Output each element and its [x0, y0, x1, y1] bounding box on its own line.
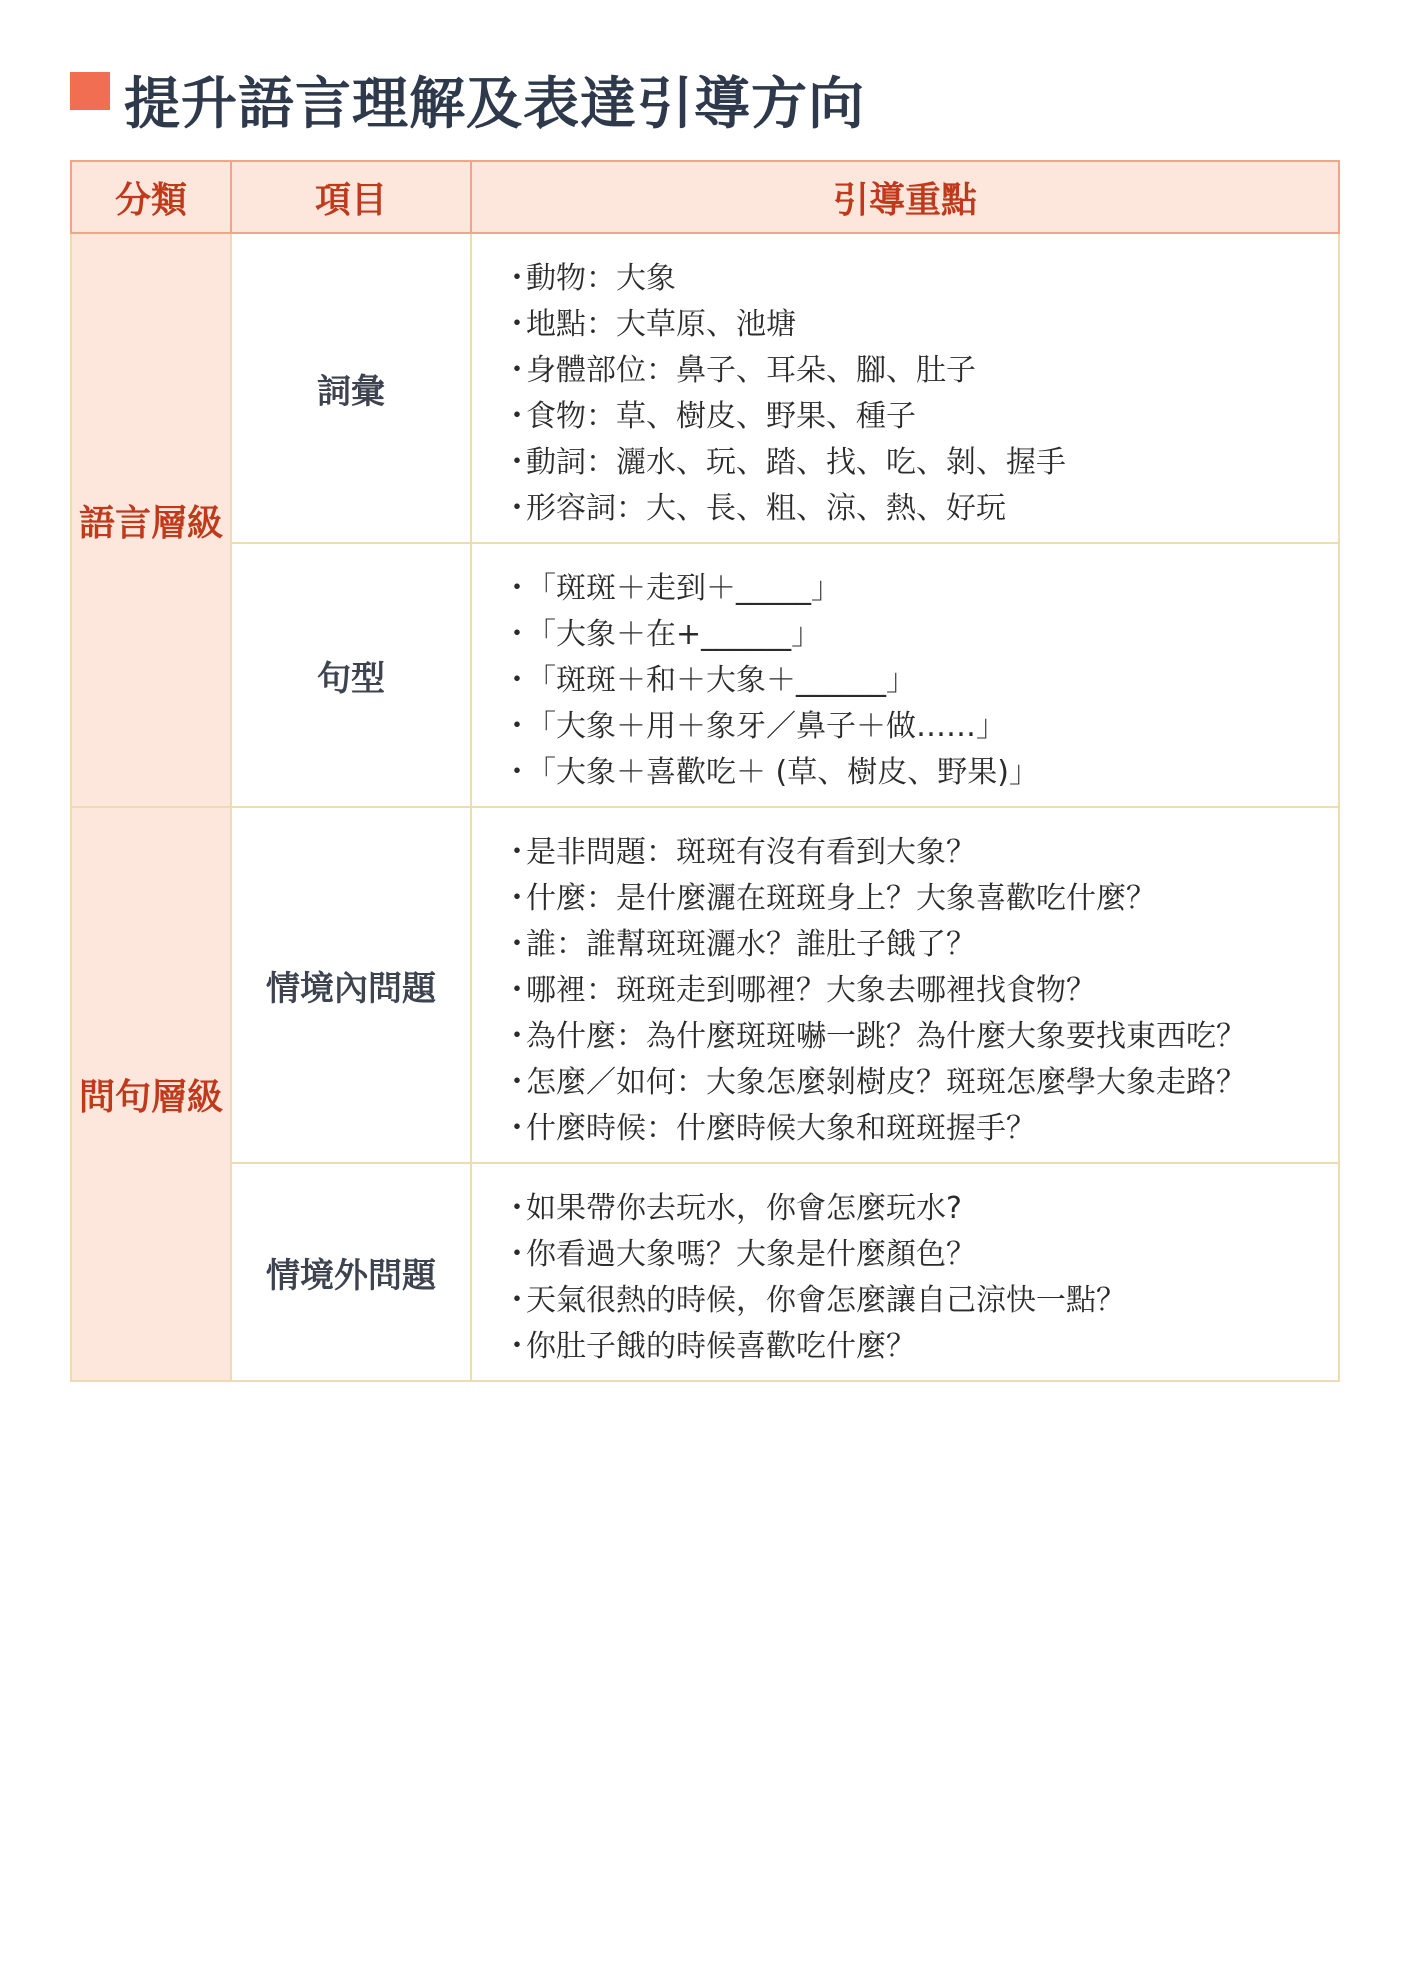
item-cell: 詞彙: [231, 233, 471, 543]
title-accent-square: [70, 72, 110, 110]
points-cell: [471, 233, 1339, 543]
list-item: ・身體部位：鼻子、耳朵、腳、肚子: [502, 353, 976, 388]
category-cell: 問句層級: [71, 807, 231, 1381]
points-cell: [471, 807, 1339, 1163]
list-item: ・誰：誰幫斑斑灑水？誰肚子餓了？: [502, 927, 976, 962]
list-item: ・你肚子餓的時候喜歡吃什麼？: [502, 1329, 916, 1364]
list-item: ・「大象＋用＋象牙／鼻子＋做……」: [502, 709, 1006, 744]
item-cell: 情境內問題: [231, 807, 471, 1163]
list-item: ・「斑斑＋走到＋_____」: [502, 571, 841, 606]
list-item: ・「大象＋喜歡吃＋ (草、樹皮、野果)」: [502, 755, 1039, 790]
table-row: [71, 543, 1339, 807]
item-cell: 情境外問題: [231, 1163, 471, 1381]
page-title: 提升語言理解及表達引導方向: [124, 72, 865, 137]
table-header-row: [71, 161, 1339, 233]
points-cell: [471, 543, 1339, 807]
category-cell: 語言層級: [71, 233, 231, 807]
list-item: ・食物：草、樹皮、野果、種子: [502, 399, 916, 434]
points-list: [502, 566, 1338, 796]
table-row: [71, 1163, 1339, 1381]
list-item: ・你看過大象嗎？大象是什麼顏色？: [502, 1237, 976, 1272]
list-item: ・地點：大草原、池塘: [502, 307, 796, 342]
list-item: ・什麼時候：什麼時候大象和斑斑握手？: [502, 1111, 1036, 1146]
list-item: ・怎麼／如何：大象怎麼剝樹皮？斑斑怎麼學大象走路？: [502, 1065, 1246, 1100]
list-item: ・動詞：灑水、玩、踏、找、吃、剝、握手: [502, 445, 1066, 480]
points-list: [502, 256, 1338, 532]
item-cell: 句型: [231, 543, 471, 807]
table-row: [71, 807, 1339, 1163]
list-item: ・動物：大象: [502, 261, 676, 296]
list-item: ・「斑斑＋和＋大象＋______」: [502, 663, 916, 698]
list-item: ・「大象＋在+______」: [502, 617, 822, 652]
list-item: ・為什麼：為什麼斑斑嚇一跳？為什麼大象要找東西吃？: [502, 1019, 1246, 1054]
points-list: [502, 1186, 1338, 1370]
header-focus: 引導重點: [471, 161, 1339, 233]
list-item: ・哪裡：斑斑走到哪裡？大象去哪裡找食物？: [502, 973, 1096, 1008]
table-row: [71, 233, 1339, 543]
points-list: [502, 830, 1338, 1152]
list-item: ・什麼：是什麼灑在斑斑身上？大象喜歡吃什麼？: [502, 881, 1156, 916]
guide-table: [70, 160, 1340, 1382]
list-item: ・形容詞：大、長、粗、涼、熱、好玩: [502, 491, 1006, 526]
header-category: 分類: [71, 161, 231, 233]
list-item: ・天氣很熱的時候，你會怎麼讓自己涼快一點？: [502, 1283, 1126, 1318]
list-item: ・如果帶你去玩水，你會怎麼玩水?: [502, 1191, 962, 1226]
header-item: 項目: [231, 161, 471, 233]
points-cell: [471, 1163, 1339, 1381]
list-item: ・是非問題：斑斑有沒有看到大象？: [502, 835, 976, 870]
